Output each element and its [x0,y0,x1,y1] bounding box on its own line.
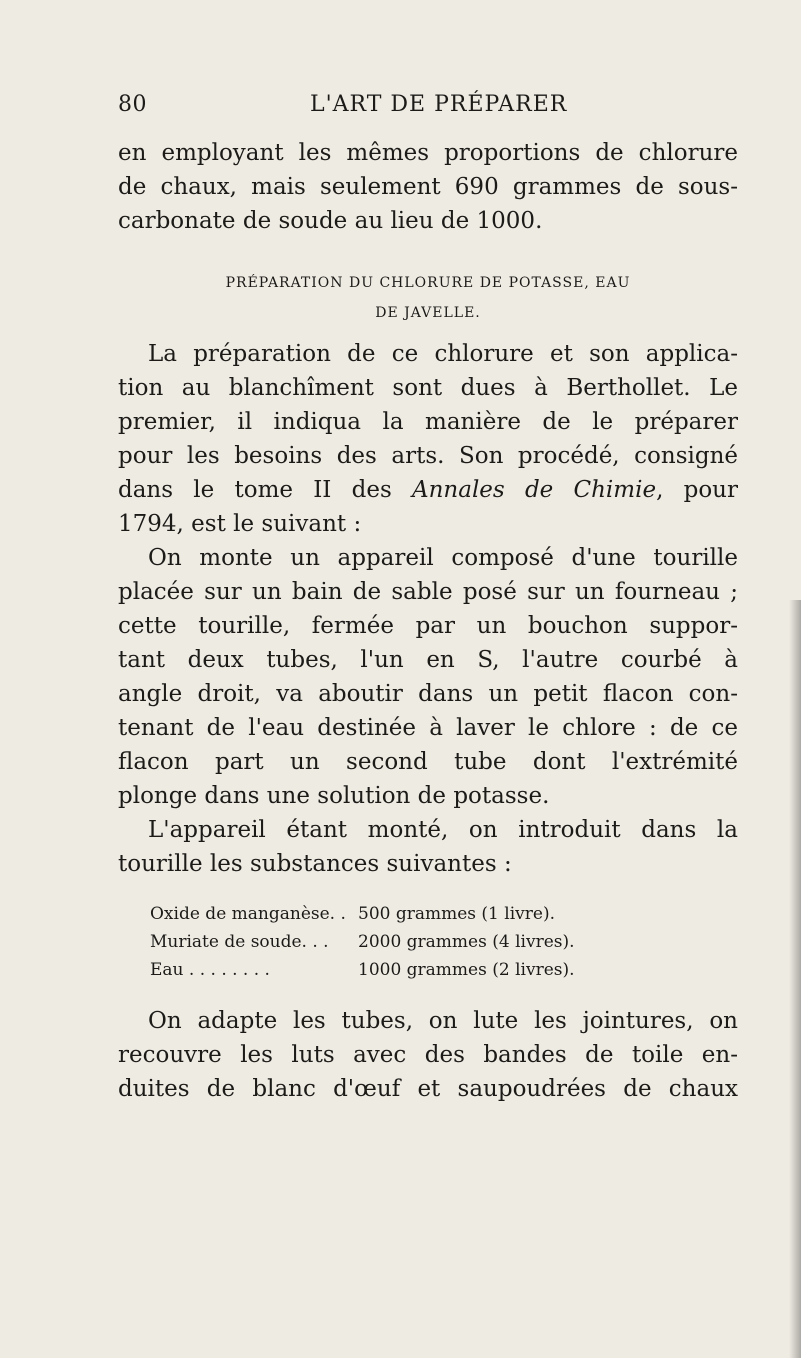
journal-title: Annales de Chimie [412,477,657,503]
text-line: tant deux tubes, l'un en S, l'autre courbé à [118,647,738,673]
substance-quantity: 2000 grammes (4 livres). [358,932,575,952]
text-line [118,477,738,503]
text-line: L'appareil étant monté, on introduit dans la [148,817,738,843]
text-line: 1794, est le suivant : [118,511,362,537]
text-line: cette tourille, fermée par un bouchon suppor- [118,613,738,639]
substance-name: Eau . . . . . . . . [150,960,270,980]
text-line: On monte un appareil composé d'une tourille [148,545,738,571]
text-run: , pour [656,477,738,503]
substance-name: Muriate de soude. . . [150,932,329,952]
running-title: L'ART DE PRÉPARER [310,92,568,117]
page-edge-shadow [789,600,801,1358]
substance-row [150,904,555,924]
text-line: On adapte les tubes, on lute les jointures, on [148,1008,738,1034]
text-line: tourille les substances suivantes : [118,851,512,877]
text-line: recouvre les luts avec des bandes de toile en- [118,1042,738,1068]
text-line: pour les besoins des arts. Son procédé, consigné [118,443,738,469]
text-line: en employant les mêmes proportions de chlorure [118,140,738,166]
section-heading-line1: PRÉPARATION DU CHLORURE DE POTASSE, EAU [225,275,631,291]
substance-row [150,932,575,952]
text-line: La préparation de ce chlorure et son applica- [148,341,738,367]
text-line: flacon part un second tube dont l'extrémité [118,749,738,775]
text-line: angle droit, va aboutir dans un petit flacon con- [118,681,738,707]
text-line: carbonate de soude au lieu de 1000. [118,208,543,234]
text-line: de chaux, mais seulement 690 grammes de sous- [118,174,738,200]
page-number: 80 [118,92,147,117]
section-heading-line2: DE JAVELLE. [375,305,481,321]
text-line: duites de blanc d'œuf et saupoudrées de chaux [118,1076,738,1102]
substance-quantity: 500 grammes (1 livre). [358,904,555,924]
text-run: dans le tome II des [118,477,412,503]
running-header [118,92,738,126]
text-line: premier, il indiqua la manière de le préparer [118,409,738,435]
text-line: placée sur un bain de sable posé sur un fourneau ; [118,579,738,605]
substance-name: Oxide de manganèse. . [150,904,346,924]
text-line: plonge dans une solution de potasse. [118,783,550,809]
substance-row [150,960,575,980]
substance-quantity: 1000 grammes (2 livres). [358,960,575,980]
text-line: tenant de l'eau destinée à laver le chlore : de ce [118,715,738,741]
text-line: tion au blanchîment sont dues à Berthollet. Le [118,375,738,401]
